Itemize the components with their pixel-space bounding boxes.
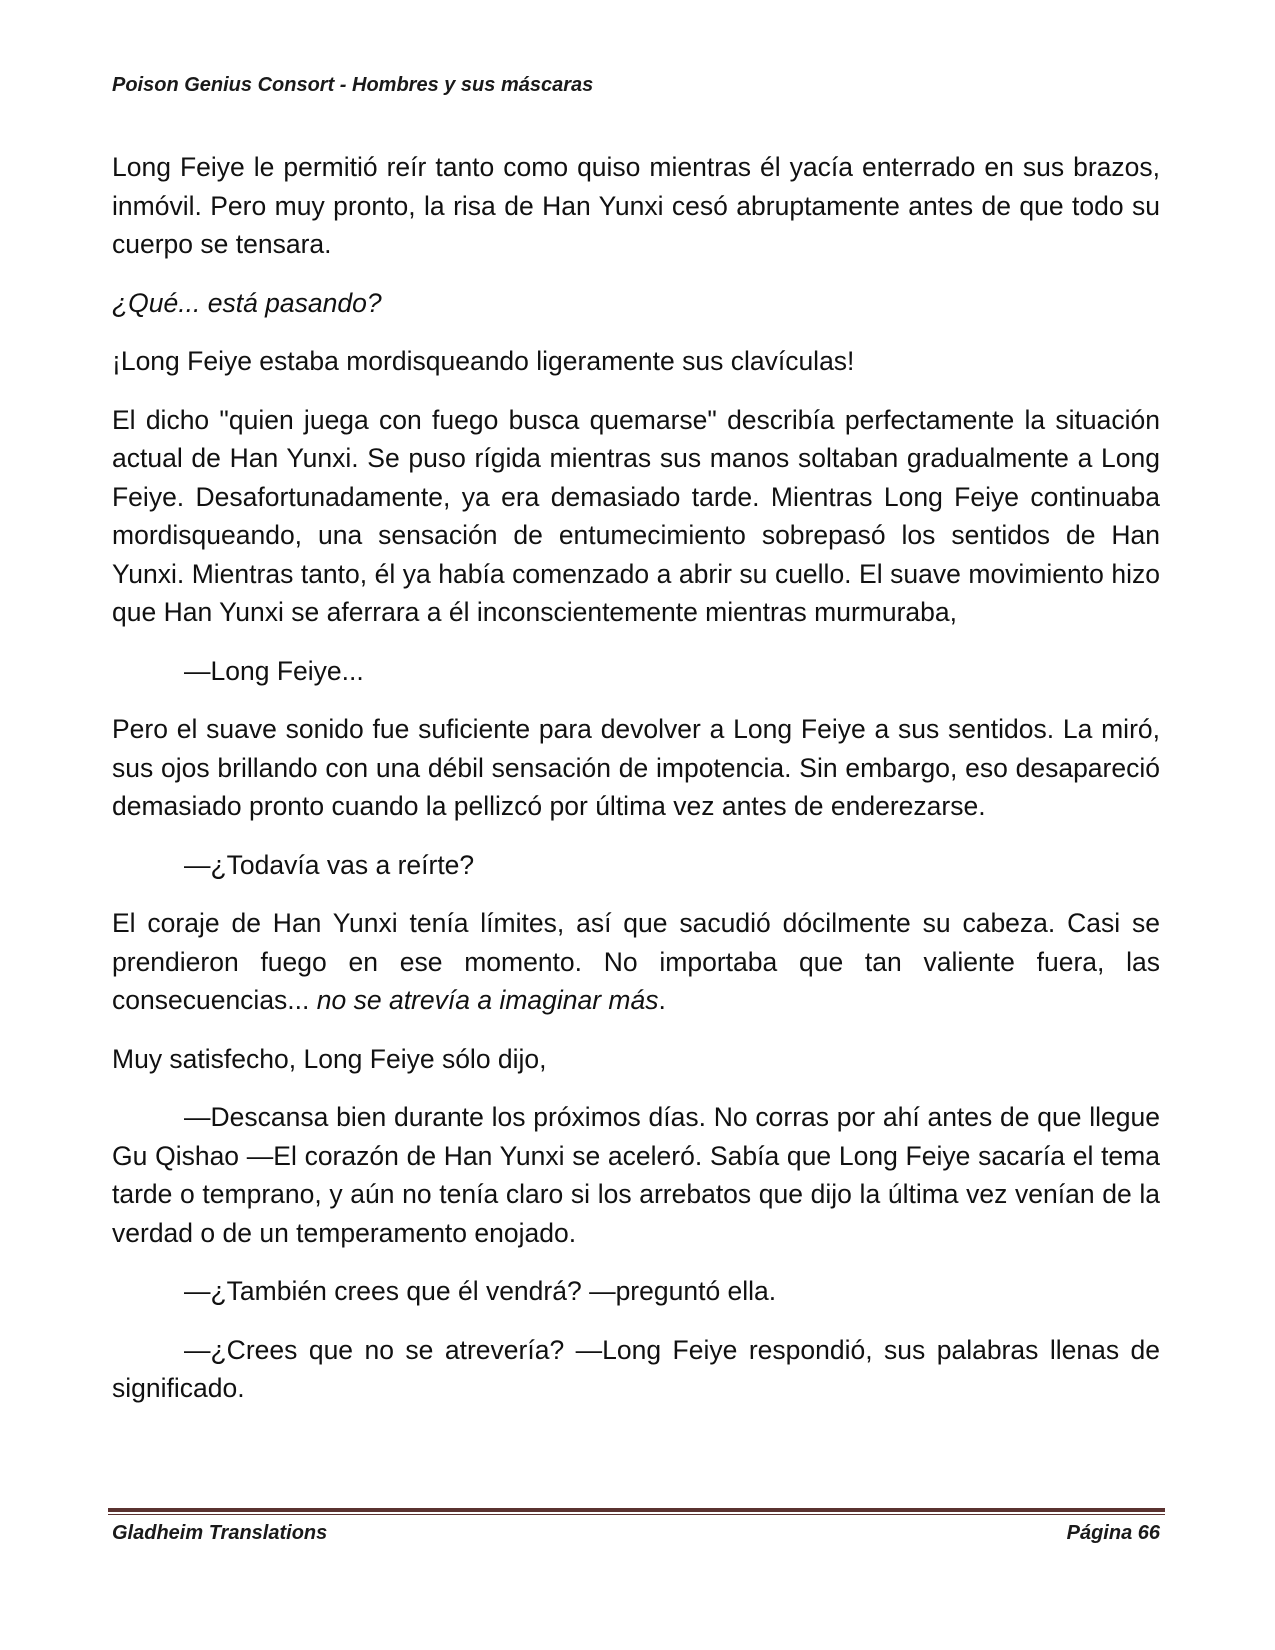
paragraph: Long Feiye le permitió reír tanto como quiso mientras él yacía enterrado en sus brazos, inmóvil. Pero muy pronto, la risa de Han Yunxi cesó abruptamente antes de que todo su cuerpo se tensara.: [112, 152, 1160, 259]
running-header: Poison Genius Consort - Hombres y sus máscaras: [112, 74, 594, 96]
dialogue-line: —Descansa bien durante los próximos días. No corras por ahí antes de que llegue Gu Qishao —El corazón de Han Yunxi se aceleró. Sabía que Long Feiye sacaría el tema tarde o temprano, y aún no tenía claro si los arrebatos que dijo la última vez venían de la verdad o de un temperamento enojado.: [112, 1102, 1160, 1248]
footer-publisher: Gladheim Translations: [112, 1522, 328, 1544]
paragraph-tail-end: .: [658, 985, 666, 1015]
paragraph-italic: ¿Qué... está pasando?: [112, 287, 382, 318]
paragraph: [112, 904, 1160, 1020]
footer-rule-thick: [108, 1508, 1165, 1512]
paragraph-text: El coraje de Han Yunxi tenía límites, así que sacudió dócilmente su cabeza. Casi se prendieron fuego en ese momento. No importaba que tan valiente fuera, las consecuencias...: [112, 908, 1160, 1015]
paragraph: ¡Long Feiye estaba mordisqueando ligeramente sus clavículas!: [112, 346, 855, 376]
dialogue-line: —¿Todavía vas a reírte?: [184, 849, 475, 880]
paragraph: El dicho "quien juega con fuego busca quemarse" describía perfectamente la situación actual de Han Yunxi. Se puso rígida mientras sus manos soltaban gradualmente a Long Feiye. Desafortunadamente, ya era demasiado tarde. Mientras Long Feiye continuaba mordisqueando, una sensación de entumecimiento sobrepasó los sentidos de Han Yunxi. Mientras tanto, él ya había comenzado a abrir su cuello. El suave movimiento hizo que Han Yunxi se aferrara a él inconscientemente mientras murmuraba,: [112, 404, 1160, 627]
body-text: [112, 148, 1160, 1428]
dialogue-line: —¿También crees que él vendrá? —preguntó ella.: [184, 1276, 777, 1306]
dialogue-line: —Long Feiye...: [184, 655, 364, 686]
paragraph: Muy satisfecho, Long Feiye sólo dijo,: [112, 1043, 547, 1074]
dialogue-line: —¿Crees que no se atrevería? —Long Feiye respondió, sus palabras llenas de significado.: [112, 1334, 1160, 1403]
footer-page-number: Página 66: [1066, 1522, 1160, 1544]
paragraph: Pero el suave sonido fue suficiente para devolver a Long Feiye a sus sentidos. La miró, sus ojos brillando con una débil sensación de impotencia. Sin embargo, eso desapareció demasiado pronto cuando la pellizcó por última vez antes de enderezarse.: [112, 714, 1160, 821]
footer-rule-thin: [108, 1514, 1165, 1515]
paragraph-italic-tail: no se atrevía a imaginar más: [316, 985, 659, 1015]
